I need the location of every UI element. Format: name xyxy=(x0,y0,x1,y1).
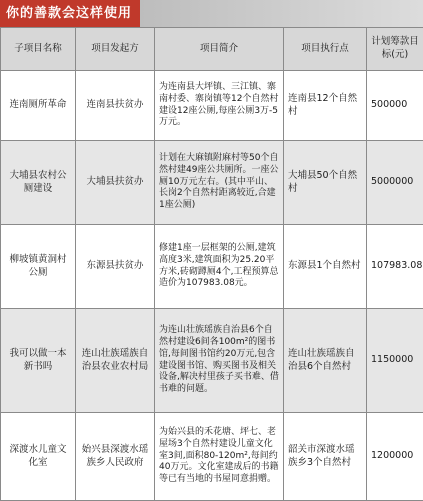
cell-sponsor: 始兴县深渡水瑶族乡人民政府 xyxy=(76,413,155,501)
banner-title: 你的善款会这样使用 xyxy=(0,0,140,27)
cell-sponsor: 东源县扶贫办 xyxy=(76,225,155,309)
cell-fundraising-goal: 1200000 xyxy=(367,413,423,501)
table-row xyxy=(1,413,423,501)
table-row xyxy=(1,309,423,413)
cell-subproject-name: 我可以做一本新书吗 xyxy=(1,309,76,413)
cell-executor: 东源县1个自然村 xyxy=(284,225,367,309)
header-subproject-name: 子项目名称 xyxy=(1,28,76,71)
cell-description: 为连山壮族瑶族自治县6个自然村建设6间各100m²的图书馆,每间图书馆约20万元,包含建设图书馆、购买图书及相关设备,解决村里孩子买书难、借书难的问题。 xyxy=(155,309,284,413)
cell-description: 修建1座一层框架的公厕,建筑高度3米,建筑面积为25.20平方米,砖砌蹲厕4个,工程预算总造价为107983.08元。 xyxy=(155,225,284,309)
cell-fundraising-goal: 107983.08 xyxy=(367,225,423,309)
header-executor: 项目执行点 xyxy=(284,28,367,71)
cell-description: 为连南县大坪镇、三江镇、寨南村委、寨岗镇等12个自然村建设12座公厕,每座公厕3万-5万元。 xyxy=(155,71,284,141)
cell-sponsor: 大埔县扶贫办 xyxy=(76,141,155,225)
header-fundraising-goal: 计划筹款目标(元) xyxy=(367,28,423,71)
header-description: 项目简介 xyxy=(155,28,284,71)
cell-subproject-name: 连南厕所革命 xyxy=(1,71,76,141)
cell-fundraising-goal: 500000 xyxy=(367,71,423,141)
table-row xyxy=(1,225,423,309)
cell-fundraising-goal: 5000000 xyxy=(367,141,423,225)
cell-executor: 韶关市深渡水瑶族乡3个自然村 xyxy=(284,413,367,501)
cell-subproject-name: 柳坡镇黄洞村公厕 xyxy=(1,225,76,309)
cell-fundraising-goal: 1150000 xyxy=(367,309,423,413)
cell-executor: 连山壮族瑶族自治县6个自然村 xyxy=(284,309,367,413)
cell-subproject-name: 大埔县农村公厕建设 xyxy=(1,141,76,225)
table-row xyxy=(1,141,423,225)
header-sponsor: 项目发起方 xyxy=(76,28,155,71)
cell-sponsor: 连山壮族瑶族自治县农业农村局 xyxy=(76,309,155,413)
cell-description: 计划在大麻镇附麻村等50个自然村建49座公共厕所。一座公厕10万元左右。(其中平山、长岗2个自然村距离较近,合建1座公厕) xyxy=(155,141,284,225)
table-row xyxy=(1,71,423,141)
cell-subproject-name: 深渡水儿童文化室 xyxy=(1,413,76,501)
cell-sponsor: 连南县扶贫办 xyxy=(76,71,155,141)
donation-usage-table xyxy=(0,27,423,501)
banner-decoration xyxy=(140,0,423,27)
table-header-row xyxy=(1,28,423,71)
cell-description: 为始兴县的禾花塘、坪七、老屋场3个自然村建设儿童文化室3间,面积80-120m²,每间约40万元。文化室建成后的书籍等已有当地的书屋同意捐赠。 xyxy=(155,413,284,501)
banner xyxy=(0,0,423,27)
cell-executor: 大埔县50个自然村 xyxy=(284,141,367,225)
cell-executor: 连南县12个自然村 xyxy=(284,71,367,141)
